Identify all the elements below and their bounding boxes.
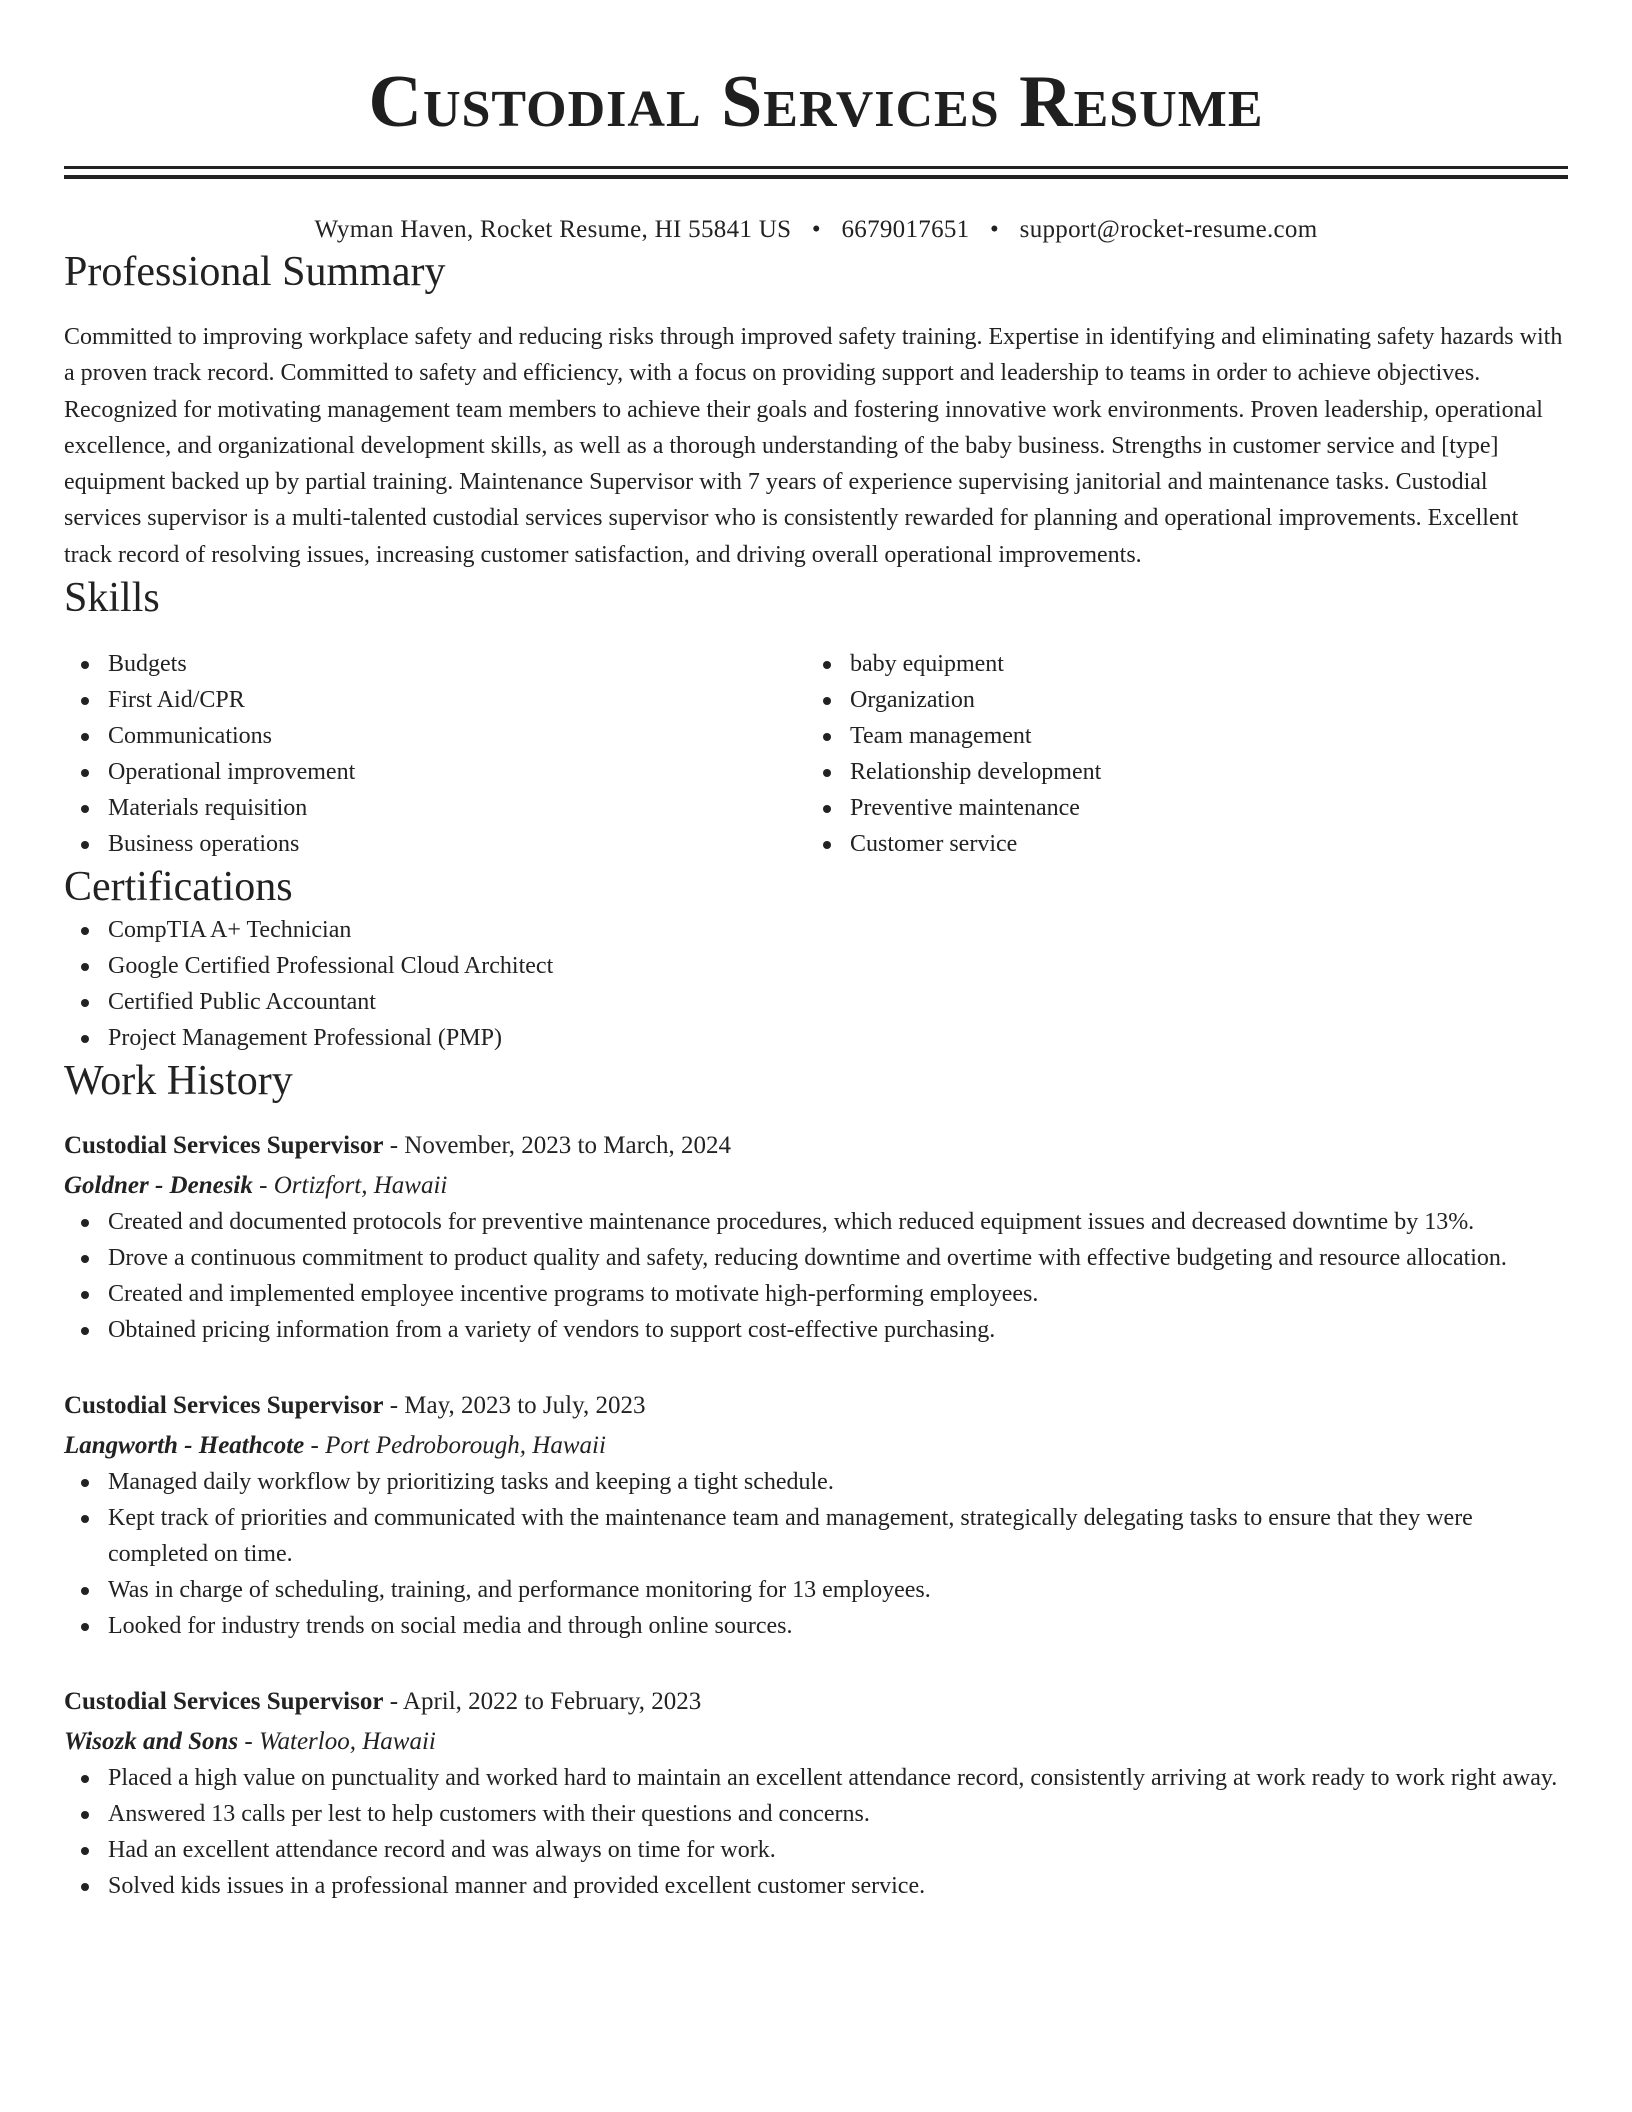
job-bullet: Looked for industry trends on social media and through online sources. (64, 1608, 1568, 1644)
skill-item: Business operations (64, 826, 806, 862)
job-bullet-list (64, 1464, 1568, 1644)
skill-item: First Aid/CPR (64, 682, 806, 718)
job-bullet: Drove a continuous commitment to product quality and safety, reducing downtime and overtime with effective budgeting and resource allocation. (64, 1240, 1568, 1276)
skills-column-left (64, 646, 806, 862)
job-title: Custodial Services Supervisor (64, 1392, 384, 1420)
job-entry (64, 1684, 1568, 1904)
job-company-line (64, 1724, 1568, 1760)
certification-item: Project Management Professional (PMP) (64, 1020, 1568, 1056)
job-bullet-list (64, 1760, 1568, 1904)
job-entry (64, 1388, 1568, 1644)
job-bullet: Created and implemented employee incentive programs to motivate high-performing employees. (64, 1276, 1568, 1312)
skill-item: Team management (806, 718, 1548, 754)
job-company-line (64, 1428, 1568, 1464)
certification-item: CompTIA A+ Technician (64, 912, 1568, 948)
work-history-heading: Work History (64, 1058, 293, 1105)
job-dates: - November, 2023 to March, 2024 (383, 1132, 731, 1160)
job-bullet: Managed daily workflow by prioritizing tasks and keeping a tight schedule. (64, 1464, 1568, 1500)
skill-item: Budgets (64, 646, 806, 682)
contact-email: support@rocket-resume.com (1019, 216, 1318, 243)
contact-line (64, 213, 1568, 247)
job-company: Goldner - Denesik (64, 1172, 253, 1200)
title-divider-top (64, 166, 1568, 169)
job-company: Wisozk and Sons (64, 1728, 239, 1756)
job-bullet: Was in charge of scheduling, training, and performance monitoring for 13 employees. (64, 1572, 1568, 1608)
title-divider-bottom (64, 175, 1568, 179)
job-bullet: Kept track of priorities and communicated with the maintenance team and management, strategically delegating tasks to ensure that they were completed on time. (64, 1500, 1568, 1572)
certifications-list (64, 912, 1568, 1056)
job-location: - Ortizfort, Hawaii (252, 1172, 448, 1200)
job-title: Custodial Services Supervisor (64, 1132, 384, 1160)
skill-item: baby equipment (806, 646, 1548, 682)
skills-grid (64, 646, 1568, 862)
contact-address: Wyman Haven, Rocket Resume, HI 55841 US (314, 216, 792, 243)
job-bullet: Created and documented protocols for preventive maintenance procedures, which reduced equipment issues and decreased downtime by 13%. (64, 1204, 1568, 1240)
skill-item: Customer service (806, 826, 1548, 862)
skills-heading: Skills (64, 575, 160, 622)
job-title-line (64, 1388, 1568, 1424)
skill-item: Preventive maintenance (806, 790, 1548, 826)
resume-title: Custodial Services Resume (368, 61, 1264, 143)
certification-item: Google Certified Professional Cloud Architect (64, 948, 1568, 984)
job-dates: - April, 2022 to February, 2023 (383, 1688, 702, 1716)
skill-item: Operational improvement (64, 754, 806, 790)
job-location: - Waterloo, Hawaii (238, 1728, 436, 1756)
skills-column-right (806, 646, 1548, 862)
job-bullet: Answered 13 calls per lest to help customers with their questions and concerns. (64, 1796, 1568, 1832)
job-bullet: Had an excellent attendance record and was always on time for work. (64, 1832, 1568, 1868)
job-bullet: Placed a high value on punctuality and worked hard to maintain an excellent attendance record, consistently arriving at work ready to work right away. (64, 1760, 1568, 1796)
skill-item: Communications (64, 718, 806, 754)
certification-item: Certified Public Accountant (64, 984, 1568, 1020)
job-title-line (64, 1684, 1568, 1720)
skills-list-left (64, 646, 806, 862)
skill-item: Organization (806, 682, 1548, 718)
job-bullet-list (64, 1204, 1568, 1348)
summary-text: Committed to improving workplace safety and reducing risks through improved safety training. Expertise in identifying and eliminating safety hazards with a proven track record. Committed to safety and efficiency, with a focus on providing support and leadership to teams in order to achieve objectives. Recognized for motivating management team members to achieve their goals and fostering innovative work environments. Proven leadership, operational excellence, and organizational development skills, as well as a thorough understanding of the baby business. Strengths in customer service and [type] equipment backed up by partial training. Maintenance Supervisor with 7 years of experience supervising janitorial and maintenance tasks. Custodial services supervisor is a multi-talented custodial services supervisor who is consistently rewarded for planning and operational improvements. Excellent track record of resolving issues, increasing customer satisfaction, and driving overall operational improvements. (64, 324, 1563, 568)
contact-separator: • (811, 216, 821, 243)
job-location: - Port Pedroborough, Hawaii (304, 1432, 606, 1460)
resume-page (64, 0, 1568, 1904)
job-entry (64, 1128, 1568, 1348)
job-title: Custodial Services Supervisor (64, 1688, 384, 1716)
job-dates: - May, 2023 to July, 2023 (383, 1392, 646, 1420)
certifications-heading: Certifications (64, 864, 293, 911)
summary-heading: Professional Summary (64, 249, 446, 295)
job-company: Langworth - Heathcote (64, 1432, 305, 1460)
skills-list-right (806, 646, 1548, 862)
contact-phone: 6679017651 (841, 216, 970, 243)
job-bullet: Obtained pricing information from a variety of vendors to support cost-effective purchasing. (64, 1312, 1568, 1348)
contact-separator: • (990, 216, 1000, 243)
job-bullet: Solved kids issues in a professional manner and provided excellent customer service. (64, 1868, 1568, 1904)
skill-item: Relationship development (806, 754, 1548, 790)
job-title-line (64, 1128, 1568, 1164)
skill-item: Materials requisition (64, 790, 806, 826)
job-company-line (64, 1168, 1568, 1204)
